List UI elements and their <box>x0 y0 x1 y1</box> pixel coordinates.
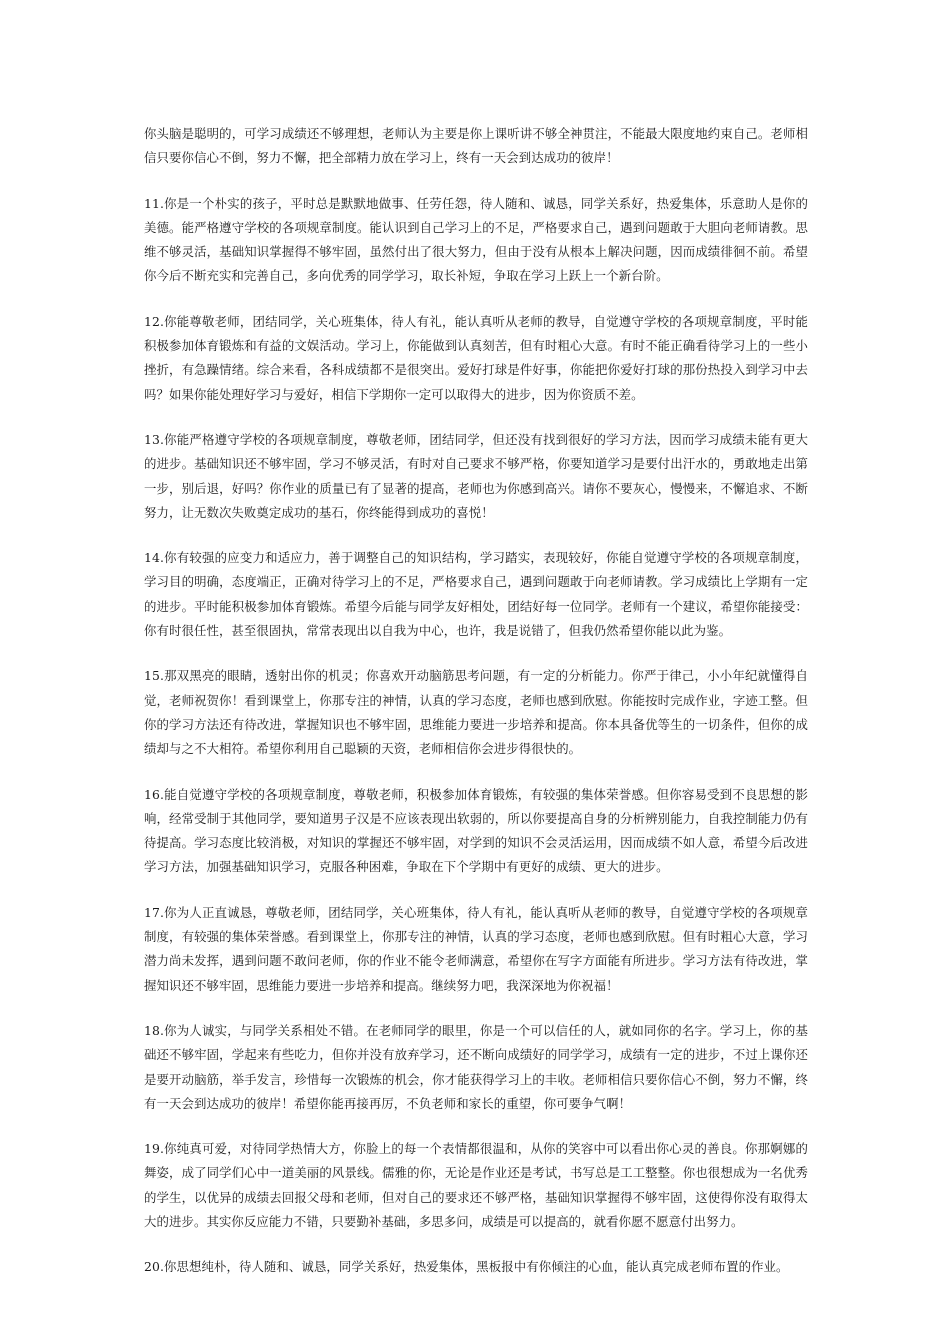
paragraph-comment-14: 14.你有较强的应变力和适应力，善于调整自己的知识结构，学习踏实，表现较好，你能自觉遵守学校的各项规章制度，学习目的明确，态度端正，正确对待学习上的不足，严格要求自己，遇到问题敢于向老师请教。学习成绩比上学期有一定的进步。平时能积极参加体育锻炼。希望今后能与同学友好相处，团结好每一位同学。老师有一个建议，希望你能接受：你有时很任性，甚至很固执，常常表现出以自我为中心，也许，我是说错了，但我仍然希望你能以此为鉴。 <box>144 550 808 639</box>
paragraph-intro: 你头脑是聪明的，可学习成绩还不够理想，老师认为主要是你上课听讲不够全神贯注，不能最大限度地约束自己。老师相信只要你信心不倒，努力不懈，把全部精力放在学习上，终有一天会到达成功的彼岸！ <box>144 126 808 166</box>
paragraph-comment-16: 16.能自觉遵守学校的各项规章制度，尊敬老师，积极参加体育锻炼，有较强的集体荣誉感。但你容易受到不良思想的影响，经常受制于其他同学，要知道男子汉是不应该表现出软弱的，所以你要提高自身的分析辨别能力，自我控制能力仍有待提高。学习态度比较消极，对知识的掌握还不够牢固，对学到的知识不会灵活运用，因而成绩不如人意，希望今后改进学习方法，加强基础知识学习，克服各种困难，争取在下个学期中有更好的成绩、更大的进步。 <box>144 786 808 875</box>
paragraph-comment-13: 13.你能严格遵守学校的各项规章制度，尊敬老师，团结同学，但还没有找到很好的学习方法，因而学习成绩未能有更大的进步。基础知识还不够牢固，学习不够灵活，有时对自己要求不够严格，你要知道学习是要付出汗水的，勇敢地走出第一步，别后退，好吗？你作业的质量已有了显著的提高，老师也为你感到高兴。请你不要灰心，慢慢来，不懈追求、不断努力，让无数次失败奠定成功的基石，你终能得到成功的喜悦！ <box>144 431 808 520</box>
paragraph-comment-15: 15.那双黑亮的眼睛，透射出你的机灵；你喜欢开动脑筋思考问题，有一定的分析能力。你严于律己，小小年纪就懂得自觉，老师祝贺你！看到课堂上，你那专注的神情，认真的学习态度，老师也感到欣慰。你能按时完成作业，字迹工整。但你的学习方法还有待改进，掌握知识也不够牢固，思维能力要进一步培养和提高。你本具备优等生的一切条件，但你的成绩却与之不大相符。希望你利用自己聪颖的天资，老师相信你会进步得很快的。 <box>144 668 808 757</box>
paragraph-comment-18: 18.你为人诚实，与同学关系相处不错。在老师同学的眼里，你是一个可以信任的人，就如同你的名字。学习上，你的基础还不够牢固，学起来有些吃力，但你并没有放弃学习，还不断向成绩好的同学学习，成绩有一定的进步，不过上课你还是要开动脑筋，举手发言，珍惜每一次锻炼的机会，你才能获得学习上的丰收。老师相信只要你信心不倒，努力不懈，终有一天会到达成功的彼岸！希望你能再接再厉，不负老师和家长的重望，你可要争气啊！ <box>144 1022 808 1111</box>
paragraph-comment-19: 19.你纯真可爱，对待同学热情大方，你脸上的每一个表情都很温和，从你的笑容中可以看出你心灵的善良。你那婀娜的舞姿，成了同学们心中一道美丽的风景线。儒雅的你，无论是作业还是考试，书写总是工工整整。你也很想成为一名优秀的学生，以优异的成绩去回报父母和老师，但对自己的要求还不够严格，基础知识掌握得不够牢固，这使得你没有取得太大的进步。其实你反应能力不错，只要勤补基础，多思多问，成绩是可以提高的，就看你愿不愿意付出努力。 <box>144 1141 808 1229</box>
paragraph-comment-12: 12.你能尊敬老师，团结同学，关心班集体，待人有礼，能认真听从老师的教导，自觉遵守学校的各项规章制度，平时能积极参加体育锻炼和有益的文娱活动。学习上，你能做到认真刻苦，但有时粗心大意。有时不能正确看待学习上的一些小挫折，有急躁情绪。综合来看，各科成绩都不是很突出。爱好打球是件好事，你能把你爱好打球的那份热投入到学习中去吗？如果你能处理好学习与爱好，相信下学期你一定可以取得大的进步，因为你资质不差。 <box>144 313 808 402</box>
paragraph-comment-17: 17.你为人正直诚恳，尊敬老师，团结同学，关心班集体，待人有礼，能认真听从老师的教导，自觉遵守学校的各项规章制度，有较强的集体荣誉感。看到课堂上，你那专注的神情，认真的学习态度，老师也感到欣慰。但有时粗心大意，学习潜力尚未发挥，遇到问题不敢问老师，你的作业不能令老师满意，希望你在写字方面能有所进步。学习方法有待改进，掌握知识还不够牢固，思维能力要进一步培养和提高。继续努力吧，我深深地为你祝福！ <box>144 904 808 993</box>
paragraph-comment-20: 20.你思想纯朴，待人随和、诚恳，同学关系好，热爱集体，黑板报中有你倾注的心血，能认真完成老师布置的作业。 <box>144 1259 789 1275</box>
document-page <box>144 122 808 1280</box>
paragraph-comment-11: 11.你是一个朴实的孩子，平时总是默默地做事、任劳任怨，待人随和、诚恳，同学关系好，热爱集体，乐意助人是你的美德。能严格遵守学校的各项规章制度。能认识到自己学习上的不足，严格要求自己，遇到问题敢于大胆向老师请教。思维不够灵活，基础知识掌握得不够牢固，虽然付出了很大努力，但由于没有从根本上解决问题，因而成绩徘徊不前。希望你今后不断充实和完善自己，多向优秀的同学学习，取长补短，争取在学习上跃上一个新台阶。 <box>144 195 808 284</box>
